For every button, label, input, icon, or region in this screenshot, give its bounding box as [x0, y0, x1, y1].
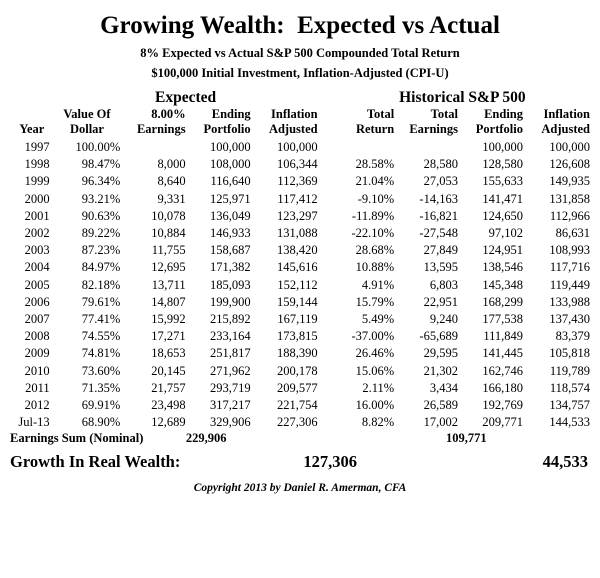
cell-exp-portfolio: 251,817 [210, 346, 251, 361]
cell-year: 2011 [25, 380, 50, 395]
cell-year: 2004 [24, 260, 50, 275]
earnings-sum-row [10, 431, 590, 446]
col-year: Year [19, 122, 45, 136]
cell-hist-total-return: -9.10% [357, 191, 395, 206]
cell-year: 2003 [24, 243, 50, 258]
cell-hist-total-return: 16.00% [355, 398, 395, 413]
table-row [10, 259, 590, 276]
table-header [10, 89, 590, 139]
cell-exp-inflation-adjusted: 159,144 [276, 294, 318, 309]
cell-year: 2005 [24, 277, 50, 292]
cell-year: 1997 [24, 140, 50, 154]
cell-exp-portfolio: 146,933 [210, 226, 251, 241]
cell-value-of-dollar: 69.91% [81, 398, 121, 413]
cell-hist-total-earnings [394, 139, 458, 156]
cell-exp-inflation-adjusted: 123,297 [276, 208, 318, 223]
copyright-notice: Copyright 2013 by Daniel R. Amerman, CFA [193, 482, 407, 495]
cell-hist-inflation-adjusted: 134,757 [549, 398, 590, 413]
cell-hist-portfolio: 100,000 [482, 140, 524, 154]
cell-gap [318, 363, 335, 380]
table-row [10, 139, 590, 156]
cell-year: 2008 [24, 329, 50, 344]
cell-value-of-dollar: 89.22% [81, 226, 121, 241]
cell-year: 2002 [24, 226, 50, 241]
cell-value-of-dollar: 82.18% [81, 277, 121, 292]
cell-hist-inflation-adjusted: 126,608 [549, 157, 590, 172]
cell-exp-earnings: 18,653 [151, 346, 186, 361]
cell-year: 2009 [24, 346, 50, 361]
cell-exp-portfolio: 271,962 [210, 363, 251, 378]
table-row [10, 397, 590, 414]
cell-hist-portfolio: 162,746 [482, 363, 524, 378]
cell-hist-inflation-adjusted: 112,966 [549, 208, 590, 223]
group-header-historical: Historical S&P 500 [399, 89, 526, 106]
cell-year: 2007 [24, 312, 50, 327]
cell-hist-portfolio: 97,102 [488, 226, 524, 241]
cell-hist-portfolio: 128,580 [482, 157, 524, 172]
cell-hist-total-return [335, 139, 394, 156]
cell-hist-total-earnings: 29,595 [423, 346, 458, 361]
cell-value-of-dollar: 93.21% [81, 191, 121, 206]
cell-exp-earnings: 8,000 [157, 157, 186, 172]
table-row [10, 380, 590, 397]
cell-hist-inflation-adjusted: 83,379 [555, 329, 590, 344]
table-row [10, 328, 590, 345]
col-dollar: Dollar [69, 122, 104, 136]
cell-hist-portfolio: 166,180 [482, 380, 524, 395]
table-row [10, 191, 590, 208]
column-header-row-1 [10, 107, 590, 122]
table-row [10, 363, 590, 380]
table-row [10, 208, 590, 225]
cell-exp-portfolio: 100,000 [210, 140, 251, 154]
cell-exp-portfolio: 215,892 [210, 312, 251, 327]
col-exp-inflation: Inflation [271, 107, 318, 121]
cell-hist-total-earnings: 17,002 [423, 415, 458, 430]
cell-exp-inflation-adjusted: 112,369 [277, 174, 318, 189]
cell-hist-total-earnings: -16,821 [419, 208, 458, 223]
subtitle-line-1: 8% Expected vs Actual S&P 500 Compounded Total Return [140, 46, 460, 60]
cell-gap [318, 328, 335, 345]
cell-hist-total-return: 21.04% [355, 174, 395, 189]
cell-exp-inflation-adjusted: 145,616 [276, 260, 318, 275]
cell-exp-portfolio: 329,906 [210, 415, 251, 430]
cell-exp-earnings: 21,757 [151, 380, 186, 395]
cell-gap [318, 345, 335, 362]
cell-value-of-dollar: 74.81% [81, 346, 121, 361]
table-row [10, 156, 590, 173]
cell-exp-portfolio: 317,217 [210, 398, 251, 413]
cell-hist-total-earnings: 6,803 [429, 277, 458, 292]
growth-in-real-wealth-row [10, 452, 590, 472]
col-hist-return: Return [355, 122, 395, 136]
earnings-sum-label: Earnings Sum (Nominal) [10, 431, 144, 446]
cell-exp-earnings: 8,640 [157, 174, 186, 189]
cell-hist-total-return: -22.10% [351, 226, 395, 241]
cell-hist-total-return: 28.68% [355, 243, 395, 258]
cell-exp-portfolio: 116,640 [210, 174, 251, 189]
cell-hist-portfolio: 141,471 [482, 191, 524, 206]
cell-exp-portfolio: 136,049 [210, 208, 251, 223]
cell-gap [318, 397, 335, 414]
cell-exp-earnings [120, 139, 185, 156]
cell-value-of-dollar: 90.63% [81, 208, 121, 223]
cell-hist-total-return: 28.58% [355, 157, 395, 172]
cell-exp-inflation-adjusted: 200,178 [276, 363, 318, 378]
cell-value-of-dollar: 71.35% [81, 380, 121, 395]
cell-hist-inflation-adjusted: 105,818 [549, 346, 590, 361]
cell-gap [318, 156, 335, 173]
cell-exp-earnings: 12,695 [151, 260, 186, 275]
cell-hist-total-return: 26.46% [355, 346, 395, 361]
cell-hist-total-earnings: 21,302 [423, 363, 458, 378]
table-row [10, 311, 590, 328]
table-row [10, 414, 590, 431]
cell-hist-total-earnings: -27,548 [419, 226, 458, 241]
cell-year: 2006 [24, 294, 50, 309]
col-hist-inflation: Inflation [543, 107, 590, 121]
cell-hist-inflation-adjusted: 144,533 [549, 415, 590, 430]
col-exp-rate: 8.00% [151, 107, 186, 121]
cell-exp-portfolio: 171,382 [210, 260, 251, 275]
cell-hist-portfolio: 138,546 [482, 260, 524, 275]
cell-exp-inflation-adjusted: 138,420 [276, 243, 318, 258]
cell-hist-portfolio: 141,445 [482, 346, 524, 361]
cell-hist-portfolio: 111,849 [483, 329, 524, 344]
cell-hist-inflation-adjusted: 137,430 [549, 312, 590, 327]
cell-hist-total-earnings: 13,595 [423, 260, 458, 275]
cell-hist-total-earnings: -65,689 [419, 329, 458, 344]
cell-exp-portfolio: 185,093 [210, 277, 251, 292]
cell-hist-inflation-adjusted: 133,988 [549, 294, 590, 309]
cell-hist-total-return: 2.11% [362, 380, 395, 395]
cell-hist-portfolio: 177,538 [482, 312, 524, 327]
col-hist-earnings: Earnings [409, 122, 458, 136]
cell-hist-total-return: -37.00% [351, 329, 395, 344]
cell-hist-inflation-adjusted: 149,935 [549, 174, 590, 189]
table-row [10, 225, 590, 242]
cell-hist-inflation-adjusted: 131,858 [549, 191, 590, 206]
cell-exp-inflation-adjusted: 173,815 [276, 329, 318, 344]
cell-hist-total-return: 15.06% [355, 363, 395, 378]
cell-gap [318, 380, 335, 397]
cell-exp-inflation-adjusted: 106,344 [276, 157, 318, 172]
col-exp-adjusted: Adjusted [268, 122, 318, 136]
cell-exp-portfolio: 158,687 [210, 243, 251, 258]
cell-exp-earnings: 15,992 [151, 312, 186, 327]
cell-exp-earnings: 10,884 [151, 226, 186, 241]
cell-year: 2012 [24, 398, 50, 413]
cell-exp-inflation-adjusted: 152,112 [277, 277, 318, 292]
cell-hist-portfolio: 168,299 [482, 294, 524, 309]
cell-hist-inflation-adjusted: 108,993 [549, 243, 590, 258]
cell-hist-total-earnings: 28,580 [423, 157, 458, 172]
cell-hist-total-return: 15.79% [355, 294, 395, 309]
group-header-row [10, 89, 590, 107]
cell-hist-inflation-adjusted: 86,631 [555, 226, 590, 241]
cell-exp-earnings: 20,145 [151, 363, 186, 378]
earnings-sum-expected: 229,906 [185, 431, 227, 446]
cell-hist-total-return: 4.91% [361, 277, 395, 292]
cell-year: Jul-13 [18, 415, 50, 430]
cell-hist-portfolio: 145,348 [482, 277, 524, 292]
cell-year: 2010 [24, 363, 50, 378]
cell-hist-portfolio: 124,951 [482, 243, 524, 258]
cell-exp-earnings: 9,331 [157, 191, 186, 206]
cell-year: 1998 [24, 157, 50, 172]
cell-hist-portfolio: 209,771 [482, 415, 524, 430]
cell-gap [318, 225, 335, 242]
growth-historical-value: 44,533 [542, 452, 588, 472]
cell-exp-inflation-adjusted: 188,390 [276, 346, 318, 361]
page-title: Growing Wealth: Expected vs Actual [100, 12, 500, 39]
cell-value-of-dollar: 100.00% [75, 140, 121, 154]
cell-exp-portfolio: 125,971 [210, 191, 251, 206]
group-header-expected: Expected [155, 89, 217, 106]
cell-exp-inflation-adjusted: 131,088 [276, 226, 318, 241]
cell-exp-portfolio: 199,900 [210, 294, 251, 309]
cell-hist-inflation-adjusted: 100,000 [549, 140, 590, 154]
cell-value-of-dollar: 87.23% [81, 243, 121, 258]
table-row [10, 242, 590, 259]
cell-hist-portfolio: 124,650 [482, 208, 524, 223]
cell-value-of-dollar: 68.90% [81, 415, 121, 430]
cell-exp-earnings: 10,078 [151, 208, 186, 223]
cell-hist-total-return: 10.88% [355, 260, 395, 275]
col-hist-adjusted: Adjusted [541, 122, 590, 136]
table-body [10, 139, 590, 431]
cell-gap [318, 311, 335, 328]
cell-hist-total-earnings: 3,434 [429, 380, 458, 395]
cell-hist-total-earnings: 27,849 [423, 243, 458, 258]
cell-hist-total-return: -11.89% [351, 208, 395, 223]
cell-gap [318, 242, 335, 259]
cell-year: 2000 [24, 191, 50, 206]
cell-hist-total-return: 5.49% [361, 312, 395, 327]
cell-value-of-dollar: 98.47% [81, 157, 121, 172]
col-hist-total2: Total [430, 107, 458, 121]
cell-exp-inflation-adjusted: 117,412 [277, 191, 318, 206]
cell-value-of-dollar: 74.55% [81, 329, 121, 344]
cell-value-of-dollar: 84.97% [81, 260, 121, 275]
cell-value-of-dollar: 96.34% [81, 174, 121, 189]
cell-gap [318, 191, 335, 208]
cell-exp-earnings: 14,807 [151, 294, 186, 309]
cell-exp-earnings: 17,271 [151, 329, 186, 344]
cell-gap [318, 139, 335, 156]
cell-exp-portfolio: 233,164 [210, 329, 251, 344]
cell-gap [318, 414, 335, 431]
col-value-of: Value Of [63, 107, 111, 121]
cell-value-of-dollar: 73.60% [81, 363, 121, 378]
growth-expected-value: 127,306 [303, 452, 357, 472]
cell-hist-total-earnings: -14,163 [419, 191, 458, 206]
cell-exp-inflation-adjusted: 209,577 [276, 380, 318, 395]
cell-gap [318, 294, 335, 311]
col-exp-earnings: Earnings [136, 122, 186, 136]
cell-hist-inflation-adjusted: 119,789 [549, 363, 590, 378]
cell-hist-portfolio: 155,633 [482, 174, 524, 189]
cell-exp-portfolio: 108,000 [210, 157, 251, 172]
cell-exp-inflation-adjusted: 167,119 [277, 312, 318, 327]
wealth-table [10, 89, 590, 431]
column-header-row-2 [10, 122, 590, 137]
cell-hist-total-earnings: 27,053 [423, 174, 458, 189]
cell-hist-inflation-adjusted: 119,449 [549, 277, 590, 292]
col-hist-total: Total [366, 107, 395, 121]
cell-exp-earnings: 13,711 [151, 277, 186, 292]
cell-year: 1999 [24, 174, 50, 189]
table-row [10, 345, 590, 362]
cell-exp-earnings: 23,498 [151, 398, 186, 413]
cell-hist-portfolio: 192,769 [482, 398, 524, 413]
col-exp-portfolio: Portfolio [203, 122, 251, 136]
subtitle-line-2: $100,000 Initial Investment, Inflation-Adjusted (CPI-U) [151, 66, 449, 80]
summary-table [10, 431, 590, 446]
cell-hist-total-earnings: 22,951 [423, 294, 458, 309]
table-row [10, 173, 590, 190]
col-exp-ending: Ending [211, 107, 251, 121]
cell-value-of-dollar: 79.61% [81, 294, 121, 309]
col-hist-ending: Ending [484, 107, 524, 121]
cell-exp-inflation-adjusted: 221,754 [276, 398, 318, 413]
cell-exp-inflation-adjusted: 100,000 [276, 140, 318, 154]
cell-hist-total-return: 8.82% [361, 415, 395, 430]
table-row [10, 294, 590, 311]
earnings-sum-historical: 109,771 [445, 431, 487, 446]
cell-gap [318, 173, 335, 190]
cell-hist-inflation-adjusted: 118,574 [549, 380, 590, 395]
cell-exp-earnings: 12,689 [151, 415, 186, 430]
cell-value-of-dollar: 77.41% [81, 312, 121, 327]
cell-gap [318, 259, 335, 276]
cell-hist-total-earnings: 26,589 [423, 398, 458, 413]
cell-exp-earnings: 11,755 [151, 243, 186, 258]
cell-hist-inflation-adjusted: 117,716 [549, 260, 590, 275]
cell-gap [318, 277, 335, 294]
table-row [10, 277, 590, 294]
cell-exp-inflation-adjusted: 227,306 [276, 415, 318, 430]
cell-year: 2001 [24, 208, 50, 223]
cell-exp-portfolio: 293,719 [210, 380, 251, 395]
cell-hist-total-earnings: 9,240 [429, 312, 458, 327]
cell-gap [318, 208, 335, 225]
col-hist-portfolio: Portfolio [475, 122, 524, 136]
growth-label: Growth In Real Wealth: [10, 452, 181, 472]
